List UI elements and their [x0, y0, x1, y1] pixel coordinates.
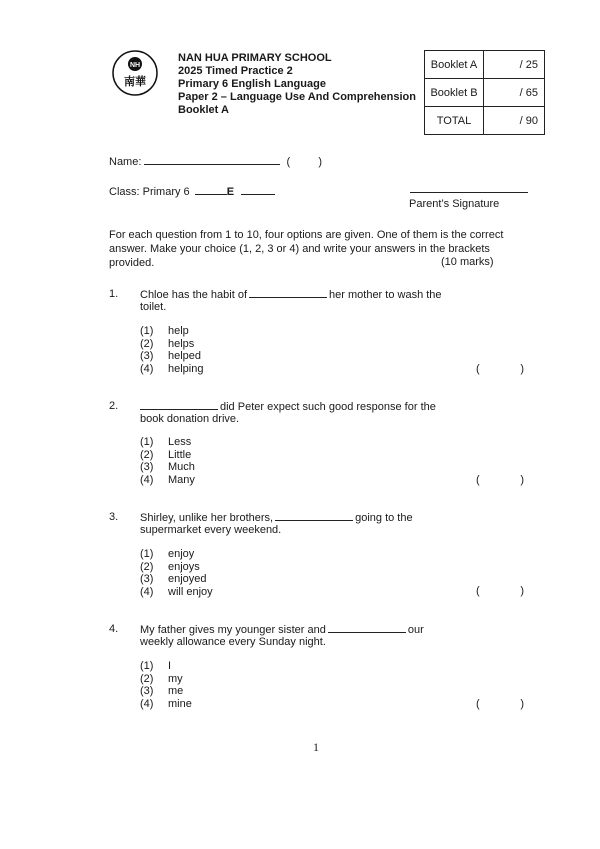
option-item: [140, 436, 195, 449]
instructions-text: For each question from 1 to 10, four options are given. One of them is the correct answer. Make your choice (1, 2, 3 or 4) and write your answers in the brackets provided.: [109, 229, 504, 269]
class-name-field[interactable]: [241, 185, 275, 195]
option-item: [140, 698, 192, 711]
option-text: help: [168, 325, 189, 337]
subject-title: Primary 6 English Language: [178, 78, 326, 90]
option-item: [140, 449, 195, 462]
options-list: [140, 325, 203, 375]
school-logo: [112, 50, 158, 96]
score-label: Booklet B: [425, 79, 484, 107]
answer-brackets[interactable]: [476, 474, 524, 486]
class-row: [109, 185, 275, 198]
bracket-open: (: [476, 585, 480, 597]
page-number: 1: [313, 740, 319, 754]
score-row-booklet-a: [425, 51, 545, 79]
question-number: 2.: [109, 400, 119, 412]
answer-brackets[interactable]: [476, 585, 524, 597]
signature-label: Parent’s Signature: [409, 198, 500, 210]
options-list: [140, 436, 195, 486]
score-table: [424, 50, 545, 135]
option-number: (2): [140, 448, 154, 461]
question-number: 4.: [109, 623, 119, 635]
option-text: Little: [168, 448, 192, 461]
option-text: enjoyed: [168, 573, 207, 585]
option-number: (3): [140, 685, 154, 697]
option-text: Much: [168, 461, 195, 473]
svg-text:NH: NH: [129, 62, 141, 69]
question-number: 1.: [109, 288, 119, 300]
option-number: (4): [140, 473, 154, 486]
option-text: Many: [168, 473, 195, 486]
class-level-field[interactable]: [195, 185, 227, 195]
answer-blank: [140, 400, 218, 410]
answer-brackets[interactable]: [476, 698, 524, 710]
bracket-open: (: [476, 698, 480, 710]
option-item: [140, 461, 195, 474]
option-text: helping: [168, 362, 204, 375]
marks-allocation: (10 marks): [441, 256, 494, 268]
score-value: / 25: [484, 51, 545, 79]
bracket-close: ): [520, 474, 524, 486]
score-label: Booklet A: [425, 51, 484, 79]
score-value: / 65: [484, 79, 545, 107]
option-text: I: [168, 660, 172, 672]
bracket-close: ): [520, 698, 524, 710]
answer-blank: [328, 623, 406, 633]
question-number: 3.: [109, 511, 119, 523]
option-number: (2): [140, 560, 154, 573]
option-number: (4): [140, 362, 154, 375]
option-item: [140, 325, 203, 338]
signature-field[interactable]: [410, 192, 528, 193]
option-item: [140, 685, 192, 698]
bracket-open: (: [476, 474, 480, 486]
option-number: (1): [140, 660, 154, 672]
question-text: [140, 400, 460, 425]
answer-brackets[interactable]: [476, 363, 524, 375]
score-row-booklet-b: [425, 79, 545, 107]
answer-blank: [275, 511, 353, 521]
question-text: [140, 623, 460, 648]
index-bracket-open: (: [286, 156, 291, 168]
option-text: enjoys: [168, 560, 200, 573]
option-number: (4): [140, 697, 154, 710]
option-text: me: [168, 685, 184, 697]
option-text: my: [168, 672, 183, 685]
svg-text:南華: 南華: [124, 75, 146, 88]
option-item: [140, 363, 203, 376]
score-value: / 90: [484, 107, 545, 135]
option-number: (3): [140, 461, 154, 473]
class-suffix: E: [226, 186, 235, 198]
question-text-after: her mother to wash the toilet.: [140, 289, 442, 313]
option-text: helps: [168, 337, 195, 350]
option-text: will enjoy: [168, 585, 213, 598]
option-item: [140, 561, 213, 574]
score-row-total: [425, 107, 545, 135]
booklet-title: Booklet A: [178, 104, 229, 116]
option-number: (4): [140, 585, 154, 598]
option-item: [140, 350, 203, 363]
class-label: Class: Primary 6: [109, 186, 190, 198]
option-text: Less: [168, 436, 192, 448]
name-label: Name:: [109, 156, 142, 168]
option-item: [140, 660, 192, 673]
question-text-before: Shirley, unlike her brothers,: [140, 512, 274, 524]
option-item: [140, 573, 213, 586]
option-text: enjoy: [168, 548, 195, 560]
question-text: [140, 511, 460, 536]
option-item: [140, 586, 213, 599]
options-list: [140, 660, 192, 710]
option-text: helped: [168, 350, 202, 362]
option-item: [140, 548, 213, 561]
option-item: [140, 474, 195, 487]
exam-heading: [178, 52, 416, 117]
paper-title: Paper 2 – Language Use And Comprehension: [178, 91, 416, 103]
option-item: [140, 673, 192, 686]
question-text-after: going to the supermarket every weekend.: [140, 512, 413, 536]
score-label: TOTAL: [425, 107, 484, 135]
question-text-before: My father gives my younger sister and: [140, 624, 326, 636]
option-number: (1): [140, 548, 154, 560]
question-text: [140, 288, 460, 313]
option-item: [140, 338, 203, 351]
bracket-close: ): [520, 363, 524, 375]
name-field[interactable]: [144, 155, 280, 165]
answer-blank: [249, 288, 327, 298]
bracket-close: ): [520, 585, 524, 597]
option-number: (2): [140, 672, 154, 685]
name-row: [109, 155, 322, 168]
question-text-before: Chloe has the habit of: [140, 289, 248, 301]
option-number: (2): [140, 337, 154, 350]
option-number: (3): [140, 350, 154, 362]
school-name: NAN HUA PRIMARY SCHOOL: [178, 52, 332, 64]
exam-title: 2025 Timed Practice 2: [178, 65, 293, 77]
index-bracket-close: ): [318, 156, 322, 168]
options-list: [140, 548, 213, 598]
bracket-open: (: [476, 363, 480, 375]
question-text-after: did Peter expect such good response for the book donation drive.: [140, 401, 436, 425]
option-number: (1): [140, 325, 154, 337]
question-text-after: our weekly allowance every Sunday night.: [140, 624, 424, 648]
option-number: (1): [140, 436, 154, 448]
option-number: (3): [140, 573, 154, 585]
option-text: mine: [168, 697, 192, 710]
